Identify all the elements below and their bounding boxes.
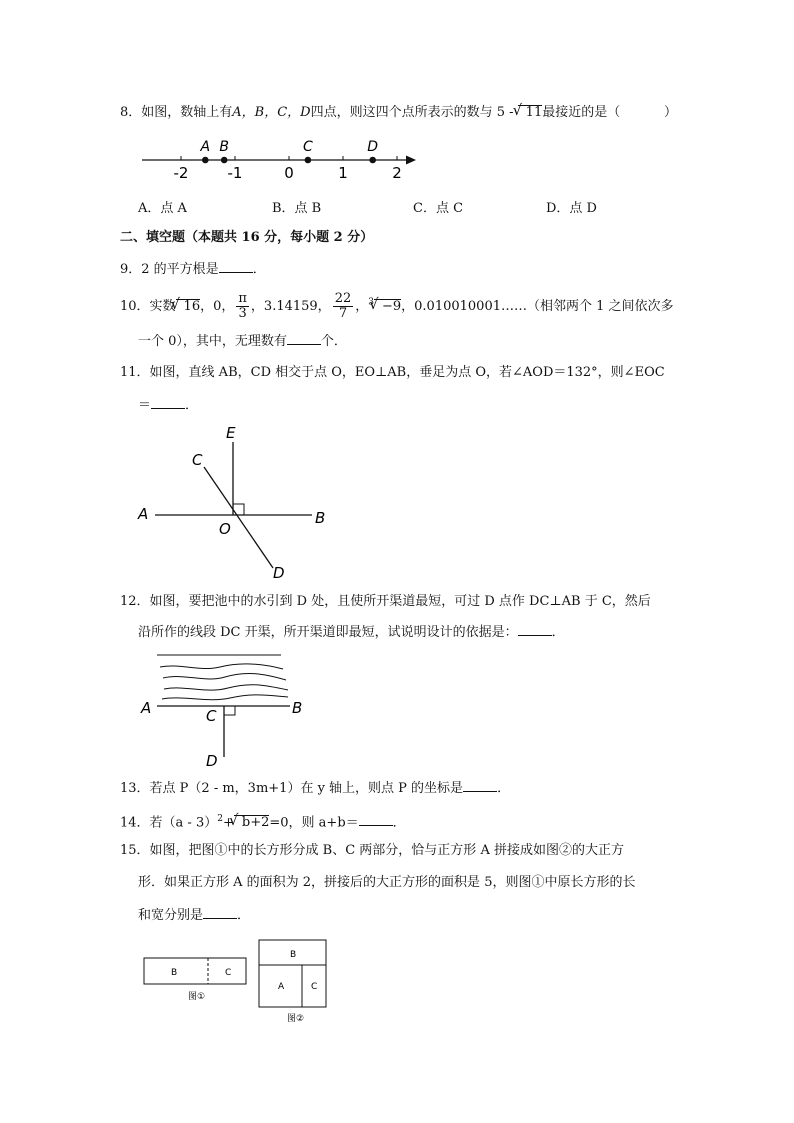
water-wave-3 — [164, 685, 288, 690]
point-a — [202, 157, 209, 164]
fig2-b: B — [290, 950, 297, 960]
q11-line2 — [138, 396, 198, 415]
frac-den: 7 — [338, 306, 348, 321]
q10-line1: 10．实数√ 16，0， $\frac{\pi}{3}$ ，3.14159， $\frac{22}{7}$ ，$^3$√ −9，0.010010001……（相邻两个 1 之间依次多 — [120, 292, 674, 321]
q11-figure — [0, 420, 794, 580]
label-a: A — [138, 505, 149, 523]
label-d: D — [206, 752, 218, 770]
q8-answer-paren — [664, 104, 677, 122]
q15-line1: 15．如图，把图①中的长方形分成 B、C 两部分，恰与正方形 A 拼接成如图②的大正方 — [120, 843, 624, 858]
point-label-a: A — [200, 139, 211, 155]
q12-line2 — [138, 623, 565, 642]
tick-label: 1 — [338, 164, 348, 182]
q8-prefix: 8．如图，数轴上有 — [120, 105, 233, 120]
tick-label: 0 — [284, 164, 294, 182]
q8-radicand: 11 — [525, 105, 543, 120]
q10-sqrt16 — [176, 299, 201, 314]
q12-figure — [0, 645, 794, 775]
q10-line2 — [138, 332, 347, 351]
q8-suffix-a: 四点，则这四个点所表示的数与 5 - — [310, 105, 514, 120]
q9 — [120, 260, 266, 279]
label-c: C — [192, 451, 203, 469]
q10-blank[interactable] — [287, 332, 321, 345]
choice-a[interactable]: A．点 A — [138, 201, 187, 216]
label-c: C — [206, 707, 217, 725]
figure-1 — [144, 958, 246, 1002]
figure-2 — [259, 940, 326, 1024]
q10-pi-frac — [236, 292, 249, 321]
q15-line3a: 和宽分别是 — [138, 908, 204, 923]
cube-rad: −9 — [381, 299, 402, 314]
label-b: B — [292, 699, 303, 717]
q14 — [120, 810, 406, 832]
point-c — [305, 157, 312, 164]
q15-end: ． — [237, 908, 251, 923]
q14-plus: + — [222, 815, 234, 831]
point-label-b: B — [219, 139, 230, 155]
label-e: E — [226, 424, 236, 442]
point-b — [221, 157, 228, 164]
q9-end: ． — [252, 262, 266, 277]
tick-label: -1 — [227, 164, 243, 182]
label-b: B — [315, 509, 326, 527]
q10-line2b: 个． — [320, 334, 347, 349]
tick-label: -2 — [173, 164, 189, 182]
q14-end: ． — [392, 815, 406, 831]
q12-line1: 12．如图，要把池中的水引到 D 处，且使所开渠道最短，可过 D 点作 DC⊥AB 于 C，然后 — [120, 594, 651, 609]
q14-sup: 2 — [217, 814, 223, 824]
q13-blank[interactable] — [463, 779, 497, 792]
q12-line2a: 沿所作的线段 DC 开渠，所开渠道即最短，试说明设计的依据是： — [138, 625, 518, 640]
label-d: D — [273, 564, 285, 582]
q11-line1: 11．如图，直线 AB，CD 相交于点 O，EO⊥AB，垂足为点 O，若∠AOD＝132°，则∠EOC — [120, 365, 665, 380]
frac-num: 22 — [334, 291, 352, 306]
q13-text: 13．若点 P（2 - m，3m+1）在 y 轴上，则点 P 的坐标是 — [120, 781, 464, 796]
fig1-c: C — [225, 968, 232, 978]
fig2-caption: 图② — [287, 1014, 305, 1024]
q13-end: ． — [497, 781, 511, 796]
q10-fraction — [333, 292, 354, 321]
fig1-b: B — [171, 968, 178, 978]
q14-rad: b+2 — [241, 815, 270, 831]
q15-line3 — [138, 906, 250, 925]
section-heading: 二、填空题（本题共 16 分，每小题 2 分） — [120, 230, 374, 245]
q10-zero: ，0， — [200, 299, 235, 314]
q10-tail: ，0.010010001……（相邻两个 1 之间依次多 — [401, 299, 674, 314]
water-wave-2 — [163, 673, 286, 680]
q13 — [120, 779, 510, 798]
q12-end: ． — [551, 625, 565, 640]
point-label-d: D — [367, 139, 379, 155]
q9-text: 9．2 的平方根是 — [120, 262, 219, 277]
q11-blank[interactable] — [151, 396, 185, 409]
q8-close-paren: ） — [664, 105, 678, 120]
q10-line2a: 一个 0），其中，无理数有 — [138, 334, 287, 349]
pi-den: 3 — [238, 306, 247, 321]
fig2-a: A — [278, 982, 285, 992]
q15-figures — [0, 935, 794, 1035]
q15-line2: 形．如果正方形 A 的面积为 2，拼接后的大正方形的面积是 5，则图①中原长方形的长 — [138, 875, 636, 890]
water-wave-1 — [160, 664, 283, 669]
fig1-caption: 图① — [188, 992, 206, 1002]
q14-b: =0，则 a+b＝ — [269, 815, 359, 831]
q11-eq: ＝ — [138, 398, 152, 413]
choice-d[interactable]: D．点 D — [546, 201, 597, 216]
tick-label: 2 — [392, 164, 402, 182]
q10-cbrt — [374, 299, 401, 314]
q14-blank[interactable] — [359, 813, 393, 826]
q9-blank[interactable] — [219, 260, 253, 273]
fig2-c: C — [311, 982, 318, 992]
q14-a: 14．若（a - 3） — [120, 815, 218, 831]
label-o: O — [219, 520, 231, 538]
q8-sqrt — [518, 105, 543, 120]
cube-index: 3 — [368, 297, 374, 308]
q11-end: ． — [185, 398, 199, 413]
q8-suffix-b: 最接近的是（ — [542, 105, 621, 120]
choice-b[interactable]: B．点 B — [272, 201, 322, 216]
q8-number-line — [0, 130, 794, 190]
q10-r16: 16 — [183, 299, 201, 314]
water-wave-4 — [162, 695, 288, 700]
q8-points-list: A，B，C，D — [232, 105, 311, 120]
choice-c[interactable]: C．点 C — [413, 201, 464, 216]
q14-sqrt — [234, 815, 270, 830]
line-cd — [204, 467, 273, 568]
pi-num: π — [238, 291, 247, 306]
q15-blank[interactable] — [203, 906, 237, 919]
point-label-c: C — [303, 139, 313, 155]
axis-arrow — [406, 156, 416, 165]
q8-stem — [120, 104, 620, 122]
point-d — [369, 157, 376, 164]
right-angle-mark — [233, 504, 244, 515]
right-angle-mark — [224, 706, 235, 715]
q12-blank[interactable] — [518, 623, 552, 636]
label-a: A — [141, 699, 152, 717]
q10-mid: ，3.14159， — [250, 299, 331, 314]
q10-lead: 10．实数 — [120, 299, 176, 314]
